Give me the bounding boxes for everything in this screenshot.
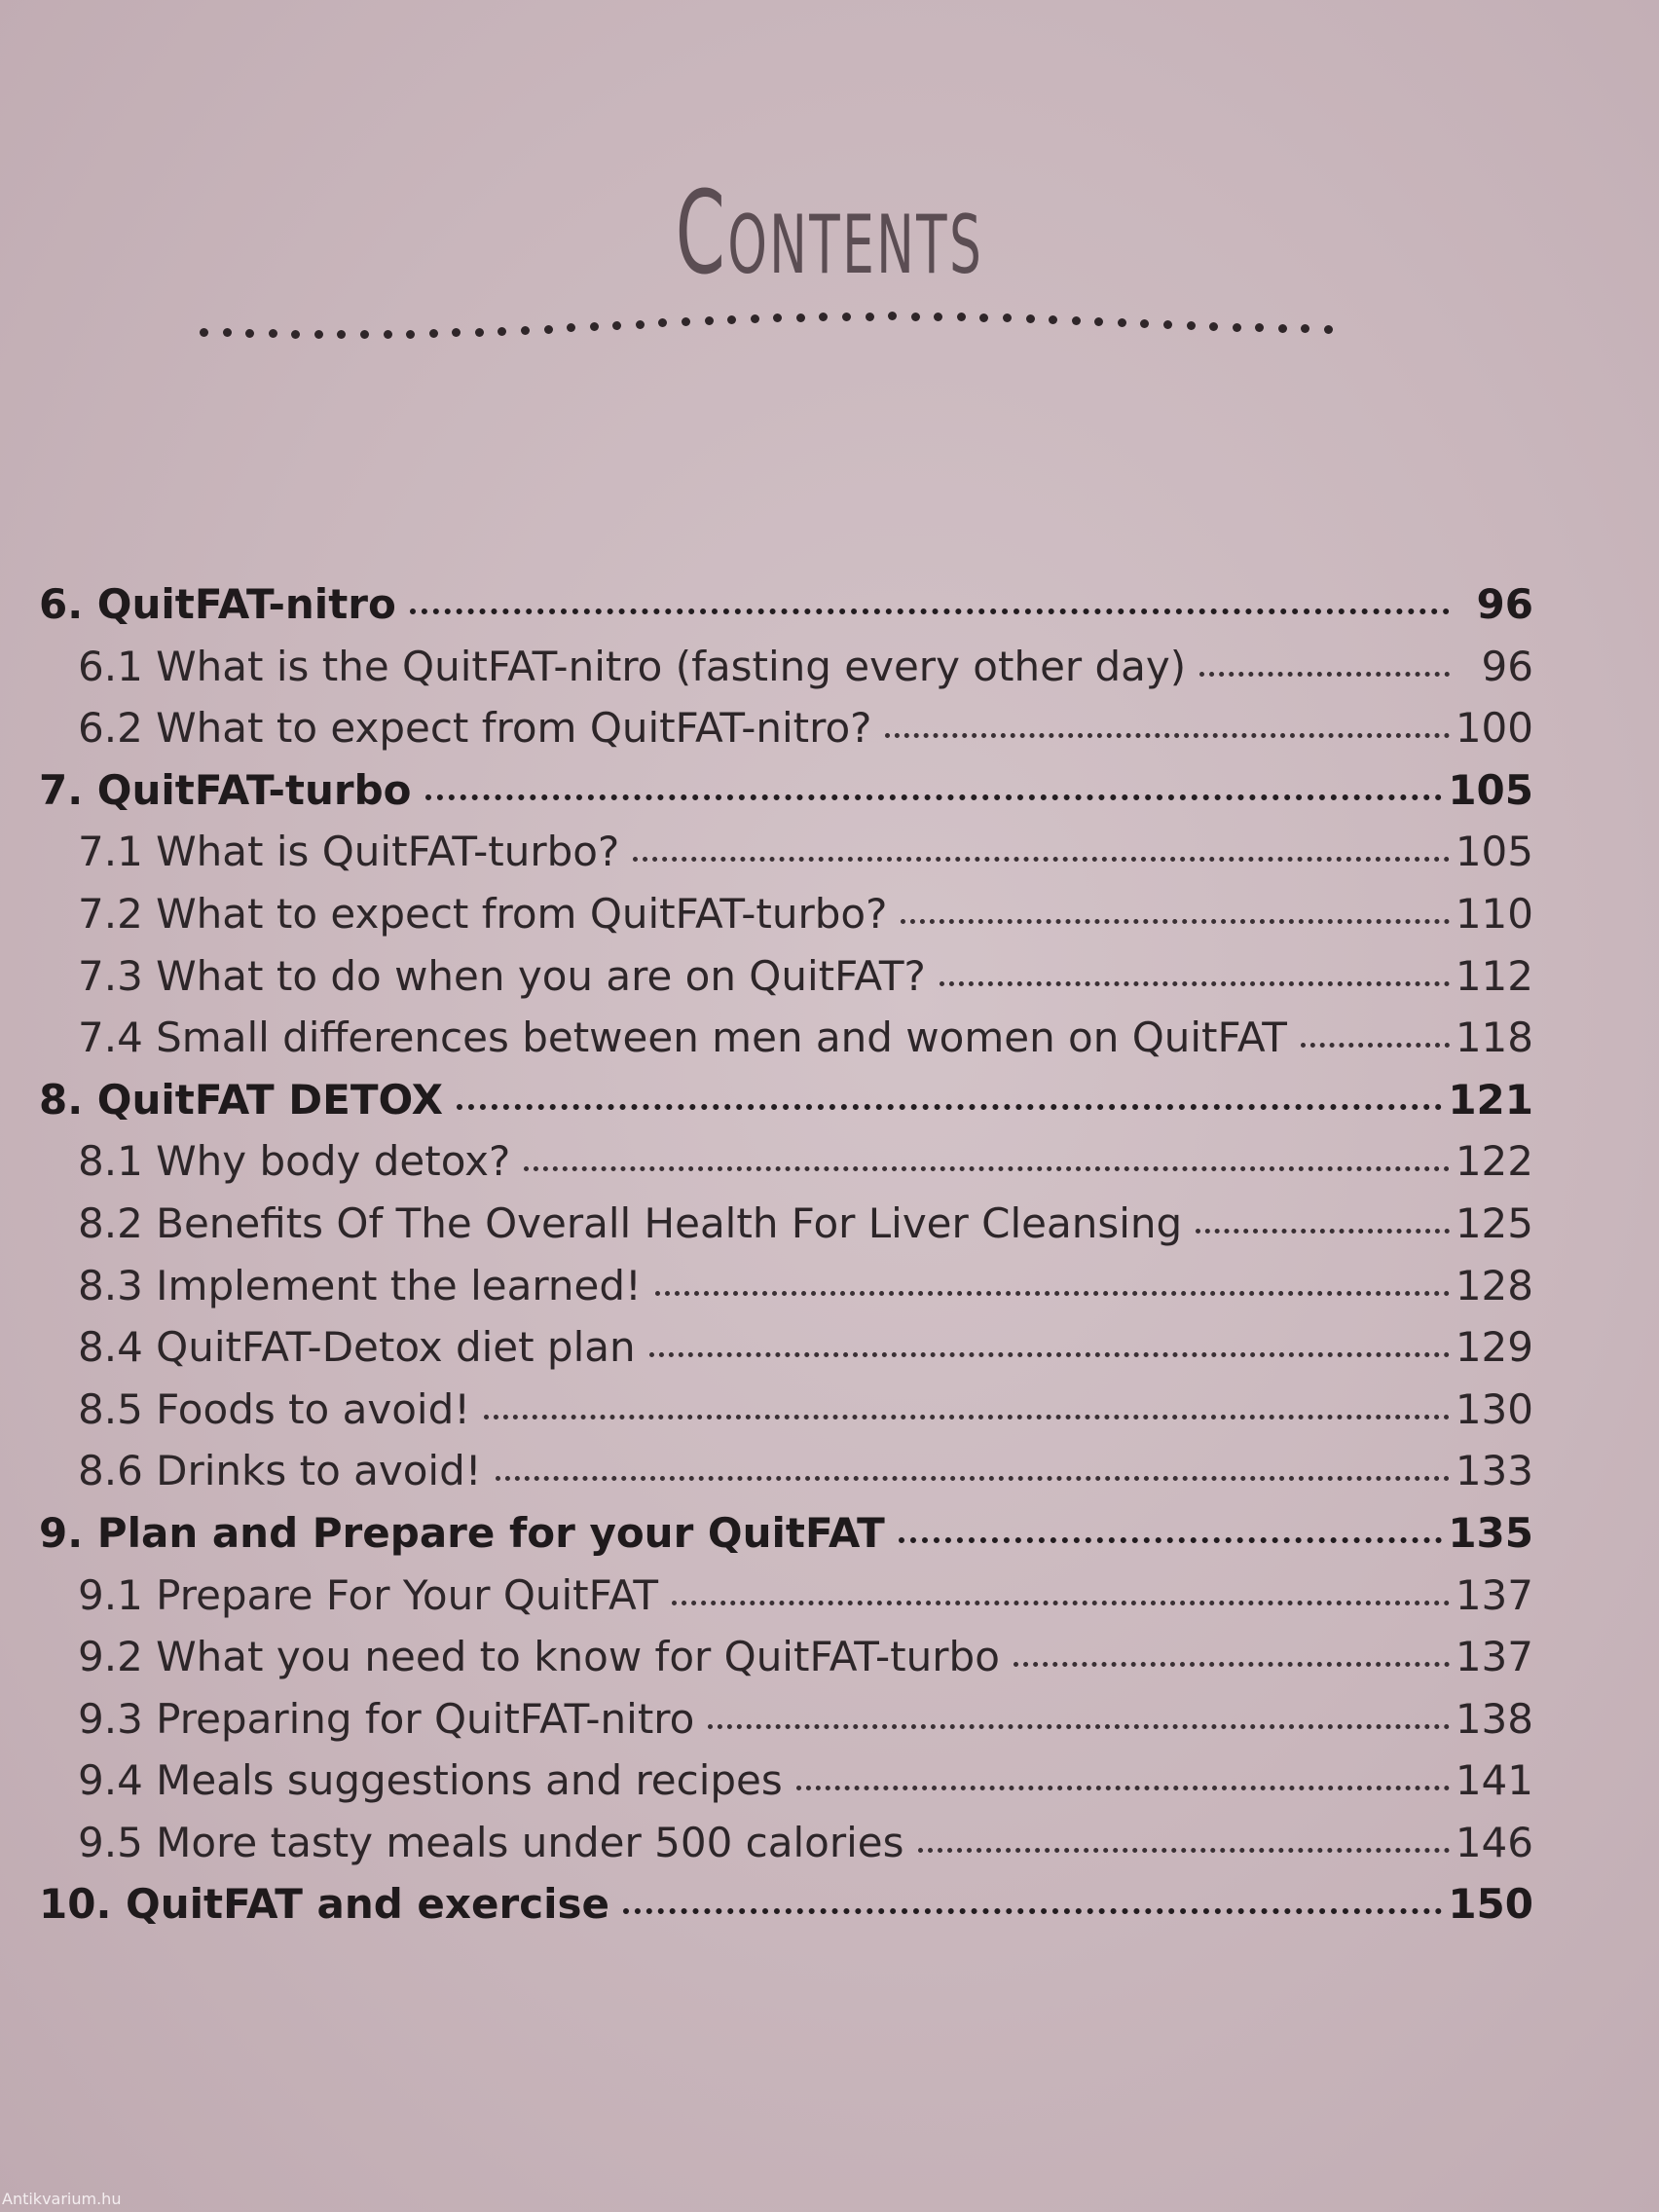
toc-page-number: 105 xyxy=(1455,828,1533,876)
toc-entry-label: 7. QuitFAT-turbo xyxy=(39,765,412,814)
toc-entry-label: 7.3 What to do when you are on QuitFAT? xyxy=(78,951,926,1000)
decorative-dot xyxy=(888,312,897,320)
toc-page-number: 105 xyxy=(1448,765,1533,814)
decorative-dot xyxy=(612,321,621,330)
decorative-dot xyxy=(636,320,645,329)
toc-entry-label: 8.1 Why body detox? xyxy=(78,1137,511,1186)
decorative-dot xyxy=(269,329,277,338)
toc-page-number: 146 xyxy=(1455,1818,1533,1866)
toc-entry-label: 9.4 Meals suggestions and recipes xyxy=(78,1756,783,1805)
decorative-dot xyxy=(521,326,530,335)
toc-entry-label: 7.4 Small differences between men and women on QuitFAT xyxy=(78,1014,1287,1062)
toc-section-entry xyxy=(39,1756,1533,1819)
decorative-dot xyxy=(314,330,323,339)
decorative-dot xyxy=(1140,319,1149,328)
toc-entry-label: 6.1 What is the QuitFAT-nitro (fasting every other day) xyxy=(78,642,1187,690)
toc-page-number: 121 xyxy=(1448,1075,1533,1124)
toc-entry-label: 9.3 Preparing for QuitFAT-nitro xyxy=(78,1694,695,1743)
toc-section-entry xyxy=(39,1014,1533,1076)
toc-page-number: 129 xyxy=(1455,1323,1533,1372)
toc-section-entry xyxy=(39,1633,1533,1695)
decorative-dot xyxy=(1003,313,1012,322)
decorative-dot xyxy=(1026,314,1035,323)
toc-page-number: 112 xyxy=(1455,951,1533,1000)
dot-leader xyxy=(623,1908,1442,1914)
decorative-dot xyxy=(727,315,736,324)
decorative-dot xyxy=(1255,323,1264,332)
decorative-dot xyxy=(1094,317,1103,326)
dot-leader xyxy=(901,919,1449,924)
decorative-dot xyxy=(1163,320,1172,329)
toc-page-number: 133 xyxy=(1455,1447,1533,1495)
decorative-dot xyxy=(1324,325,1333,334)
decorative-dot xyxy=(223,328,232,337)
decorative-dot xyxy=(842,313,851,321)
toc-page-number: 141 xyxy=(1455,1756,1533,1805)
toc-page-number: 122 xyxy=(1455,1137,1533,1186)
toc-section-entry xyxy=(39,1571,1533,1634)
dot-leader xyxy=(633,857,1450,862)
dot-leader xyxy=(410,608,1450,614)
dot-leader xyxy=(655,1291,1450,1296)
toc-section-entry xyxy=(39,1199,1533,1262)
toc-section-entry xyxy=(39,1323,1533,1385)
toc-chapter-entry xyxy=(39,766,1533,829)
toc-section-entry xyxy=(39,1385,1533,1448)
decorative-dot xyxy=(1301,324,1309,333)
decorative-dot xyxy=(406,330,415,339)
dot-leader xyxy=(940,981,1450,986)
decorative-dot xyxy=(291,330,300,339)
decorative-dot xyxy=(911,313,920,321)
page-title: Contents xyxy=(675,166,984,300)
toc-section-entry xyxy=(39,1695,1533,1757)
decorative-dot xyxy=(1233,323,1241,332)
dot-leader xyxy=(457,1104,1442,1110)
decorative-dot xyxy=(1118,318,1126,327)
toc-chapter-entry xyxy=(39,580,1533,643)
dot-leader xyxy=(1014,1662,1450,1667)
table-of-contents xyxy=(39,580,1533,1942)
toc-entry-label: 9. Plan and Prepare for your QuitFAT xyxy=(39,1508,885,1557)
decorative-dot xyxy=(751,314,759,323)
toc-section-entry xyxy=(39,952,1533,1014)
decorative-dot xyxy=(705,316,714,325)
toc-page-number: 100 xyxy=(1455,704,1533,753)
toc-page-number: 130 xyxy=(1455,1384,1533,1433)
decorative-dot xyxy=(1072,316,1081,325)
toc-page-number: 110 xyxy=(1455,889,1533,938)
decorative-dot xyxy=(796,313,805,322)
toc-page-number: 96 xyxy=(1481,642,1533,690)
decorative-dot xyxy=(567,323,575,332)
decorative-dot xyxy=(682,317,690,326)
toc-chapter-entry xyxy=(39,1076,1533,1138)
toc-entry-label: 8.5 Foods to avoid! xyxy=(78,1384,471,1433)
dot-leader xyxy=(484,1415,1450,1419)
toc-section-entry xyxy=(39,1819,1533,1881)
toc-entry-label: 9.1 Prepare For Your QuitFAT xyxy=(78,1570,659,1619)
toc-page-number: 150 xyxy=(1448,1880,1533,1929)
toc-entry-label: 7.1 What is QuitFAT-turbo? xyxy=(78,828,620,876)
toc-entry-label: 8.6 Drinks to avoid! xyxy=(78,1447,482,1495)
decorative-dot xyxy=(957,313,966,321)
decorative-dot xyxy=(934,313,942,321)
toc-section-entry xyxy=(39,828,1533,890)
toc-entry-label: 8.4 QuitFAT-Detox diet plan xyxy=(78,1323,636,1372)
dot-leader xyxy=(1199,672,1450,677)
dot-leader xyxy=(885,733,1449,738)
decorative-dot xyxy=(590,322,599,331)
toc-section-entry xyxy=(39,1447,1533,1509)
toc-entry-label: 10. QuitFAT and exercise xyxy=(39,1880,609,1929)
dot-leader xyxy=(1301,1043,1450,1048)
toc-section-entry xyxy=(39,1262,1533,1324)
toc-entry-label: 6.2 What to expect from QuitFAT-nitro? xyxy=(78,704,872,753)
decorative-dot xyxy=(1187,321,1196,330)
dot-leader xyxy=(708,1724,1450,1729)
dot-leader xyxy=(1196,1229,1450,1234)
decorative-dot xyxy=(544,325,553,334)
toc-page-number: 137 xyxy=(1455,1570,1533,1619)
decorative-dot xyxy=(1209,322,1218,331)
toc-section-entry xyxy=(39,1137,1533,1199)
decorative-dot xyxy=(979,313,988,322)
toc-entry-label: 6. QuitFAT-nitro xyxy=(39,580,396,628)
decorative-dot xyxy=(498,327,506,336)
dot-leader xyxy=(899,1537,1443,1543)
decorative-dot xyxy=(773,313,782,322)
decorative-dot xyxy=(452,328,461,337)
dot-leader xyxy=(918,1848,1450,1853)
toc-section-entry xyxy=(39,704,1533,766)
watermark: Antikvarium.hu xyxy=(2,2190,122,2208)
dot-leader xyxy=(796,1786,1450,1790)
dot-leader xyxy=(425,794,1443,800)
decorative-dot xyxy=(245,329,254,338)
decorative-dot xyxy=(658,318,667,327)
toc-section-entry xyxy=(39,643,1533,705)
toc-page-number: 118 xyxy=(1455,1014,1533,1062)
decorative-dot xyxy=(1278,324,1287,333)
toc-entry-label: 9.2 What you need to know for QuitFAT-turbo xyxy=(78,1633,1000,1681)
dot-leader xyxy=(649,1352,1450,1357)
toc-chapter-entry xyxy=(39,1509,1533,1571)
toc-chapter-entry xyxy=(39,1880,1533,1942)
decorative-dot xyxy=(475,328,484,337)
toc-page-number: 137 xyxy=(1455,1633,1533,1681)
decorative-dot xyxy=(200,328,208,337)
toc-section-entry xyxy=(39,890,1533,952)
toc-page-number: 138 xyxy=(1455,1694,1533,1743)
toc-entry-label: 8.2 Benefits Of The Overall Health For Liver Cleansing xyxy=(78,1198,1183,1247)
dot-leader xyxy=(524,1166,1450,1171)
toc-entry-label: 7.2 What to expect from QuitFAT-turbo? xyxy=(78,889,888,938)
decorative-dot xyxy=(1049,315,1057,324)
decorative-dot xyxy=(429,329,438,338)
decorative-dot xyxy=(819,313,828,321)
toc-entry-label: 8.3 Implement the learned! xyxy=(78,1261,642,1309)
toc-entry-label: 9.5 More tasty meals under 500 calories xyxy=(78,1818,904,1866)
decorative-dot xyxy=(337,330,346,339)
dot-leader xyxy=(672,1601,1450,1605)
dot-leader xyxy=(496,1476,1450,1481)
decorative-dot xyxy=(384,330,392,339)
toc-entry-label: 8. QuitFAT DETOX xyxy=(39,1075,444,1124)
decorative-dot xyxy=(866,313,874,321)
toc-page-number: 135 xyxy=(1448,1508,1533,1557)
decorative-dot xyxy=(360,330,369,339)
toc-page-number: 96 xyxy=(1476,580,1533,628)
toc-page-number: 125 xyxy=(1455,1198,1533,1247)
toc-page-number: 128 xyxy=(1455,1261,1533,1309)
